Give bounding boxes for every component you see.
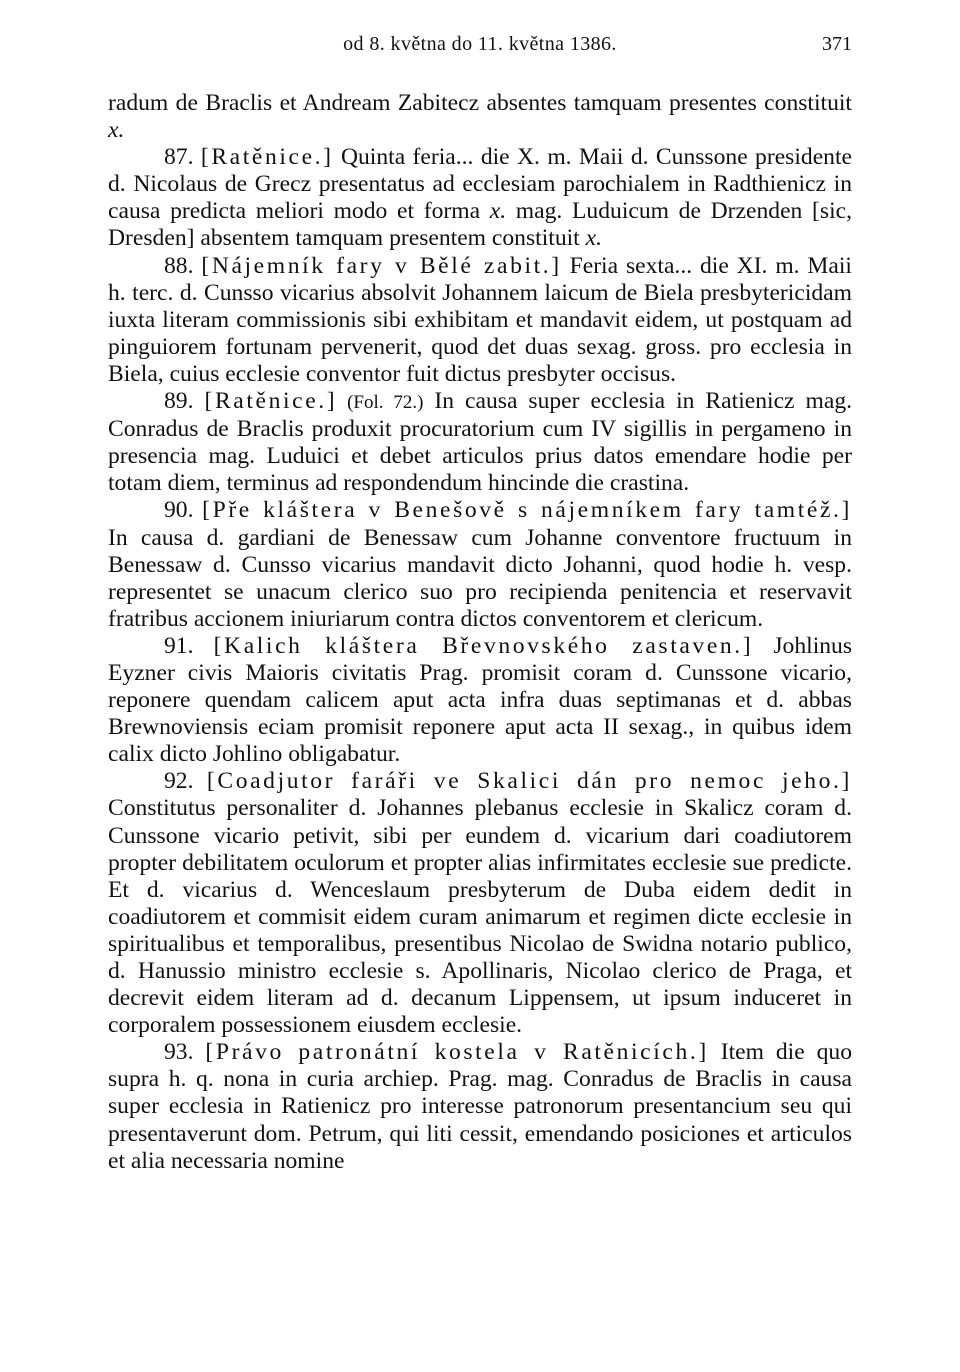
entry-89: [108, 388, 852, 497]
entry-92: [108, 768, 852, 1039]
x-mark: x.: [108, 117, 125, 144]
intro-paragraph: [108, 90, 852, 144]
entry-text: Johlinus Eyzner civis Maioris civitatis Prag. promisit coram d. Cunssone vicario, reponere quendam calicem aput acta infra duas septimanas et d. abbas Brewnoviensis eciam promisit reponere aput acta II sexag., in quibus idem calix dicto Johlino obligabatur.: [108, 632, 853, 768]
page-number: 371: [822, 33, 852, 55]
running-head: od 8. května do 11. května 1386.: [343, 33, 617, 55]
folio-reference: (Fol. 72.): [337, 392, 424, 414]
entry-heading: [Kalich kláštera Břevnovského zastaven.]: [213, 632, 754, 659]
entry-number: 89.: [164, 388, 205, 415]
entry-heading: [Pře kláštera v Benešově s nájemníkem fary tamtéž.]: [202, 497, 853, 524]
entry-text: Quinta feria... die X. m. Maii d. Cunssone presidente d. Nicolaus de Grecz presentatus ad ecclesiam parochialem in Radthienicz in causa predicta meliori modo et forma: [108, 144, 852, 225]
entry-text: In causa super ecclesia in Ratienicz mag. Conradus de Braclis produxit procuratorium cum IV sigillis in pergameno in presencia mag. Luduici et debet articulos prius datos emendare hodie per totam diem, terminus ad respondendum hincinde die crastina.: [108, 388, 853, 497]
entry-heading: [Coadjutor faráři ve Skalici dán pro nemoc jeho.]: [206, 768, 853, 795]
entry-heading: [Nájemník fary v Bělé zabit.]: [201, 252, 562, 279]
entry-number: 91.: [164, 632, 214, 659]
entry-text-continued: mag. Luduicum de Drzenden [sic, Dresden] absentem tamquam presentem constituit: [108, 198, 852, 252]
entry-number: 90.: [164, 497, 203, 524]
entry-number: 88.: [164, 252, 202, 279]
entry-number: 92.: [164, 768, 207, 795]
entry-91: [108, 633, 852, 768]
entry-text: Constitutus personaliter d. Johannes plebanus ecclesie in Skalicz coram d. Cunssone vicario petivit, sibi per eundem d. vicarium dari coadiutorem propter debilitatem oculorum et propter alias infirmitates ecclesie sue predicte. Et d. vicarius d. Wenceslaum presbyterum de Duba eidem dedit in coadiutorem et commisit eidem curam animarum et regimen dicte ecclesie in spiritualibus et temporalibus, presentibus Nicolao de Swidna notario publico, d. Hanussio ministro ecclesie s. Apollinaris, Nicolao clerico de Praga, et decrevit eidem literam ad d. decanum Lippensem, ut ipsum induceret in corporalem possessionem eiusdem ecclesie.: [108, 795, 852, 1039]
entry-heading: [Ratěnice.]: [200, 144, 334, 171]
entry-text: Feria sexta... die XI. m. Maii h. terc. d. Cunsso vicarius absolvit Johannem laicum de Biela presbytericidam iuxta literam commissionis sibi exhibitam et mandavit eidem, ut postquam ad pinguiorem fortunam pervenerit, quod det duas sexag. gross. pro ecclesia in Biela, cuius ecclesie conventor fuit dictus presbyter occisus.: [108, 252, 852, 387]
entry-text: Item die quo supra h. q. nona in curia archiep. Prag. mag. Conradus de Braclis in causa super ecclesia in Ratienicz pro interesse patronorum presentancium seu qui presentaverunt dom. Petrum, qui liti cessit, emendando posiciones et articulos et alia necessaria nomine: [108, 1039, 853, 1174]
x-mark: x.: [585, 225, 603, 252]
entry-90: [108, 497, 852, 632]
entry-heading: [Právo patronátní kostela v Ratěnicích.]: [205, 1039, 709, 1066]
entry-93: [108, 1039, 852, 1174]
entry-88: [108, 253, 852, 388]
body-text: [108, 90, 852, 1175]
intro-text: radum de Braclis et Andream Zabitecz absentes tamquam presentes constituit: [108, 90, 852, 116]
entry-number: 87.: [164, 144, 201, 171]
page-header: [108, 33, 852, 63]
entry-text: In causa d. gardiani de Benessaw cum Johanne conventore fructuum in Benessaw d. Cunsso vicarius mandavit dicto Johanni, quod hodie h. vesp. representet se unacum clerico suo pro recipienda penitencia et reservavit fratribus accionem iniuriarum contra dictos conventorem et clericum.: [108, 524, 852, 632]
entry-heading: [Ratěnice.]: [204, 388, 338, 415]
entry-87: [108, 144, 852, 252]
x-mark: x.: [489, 198, 507, 225]
entry-number: 93.: [164, 1039, 206, 1066]
